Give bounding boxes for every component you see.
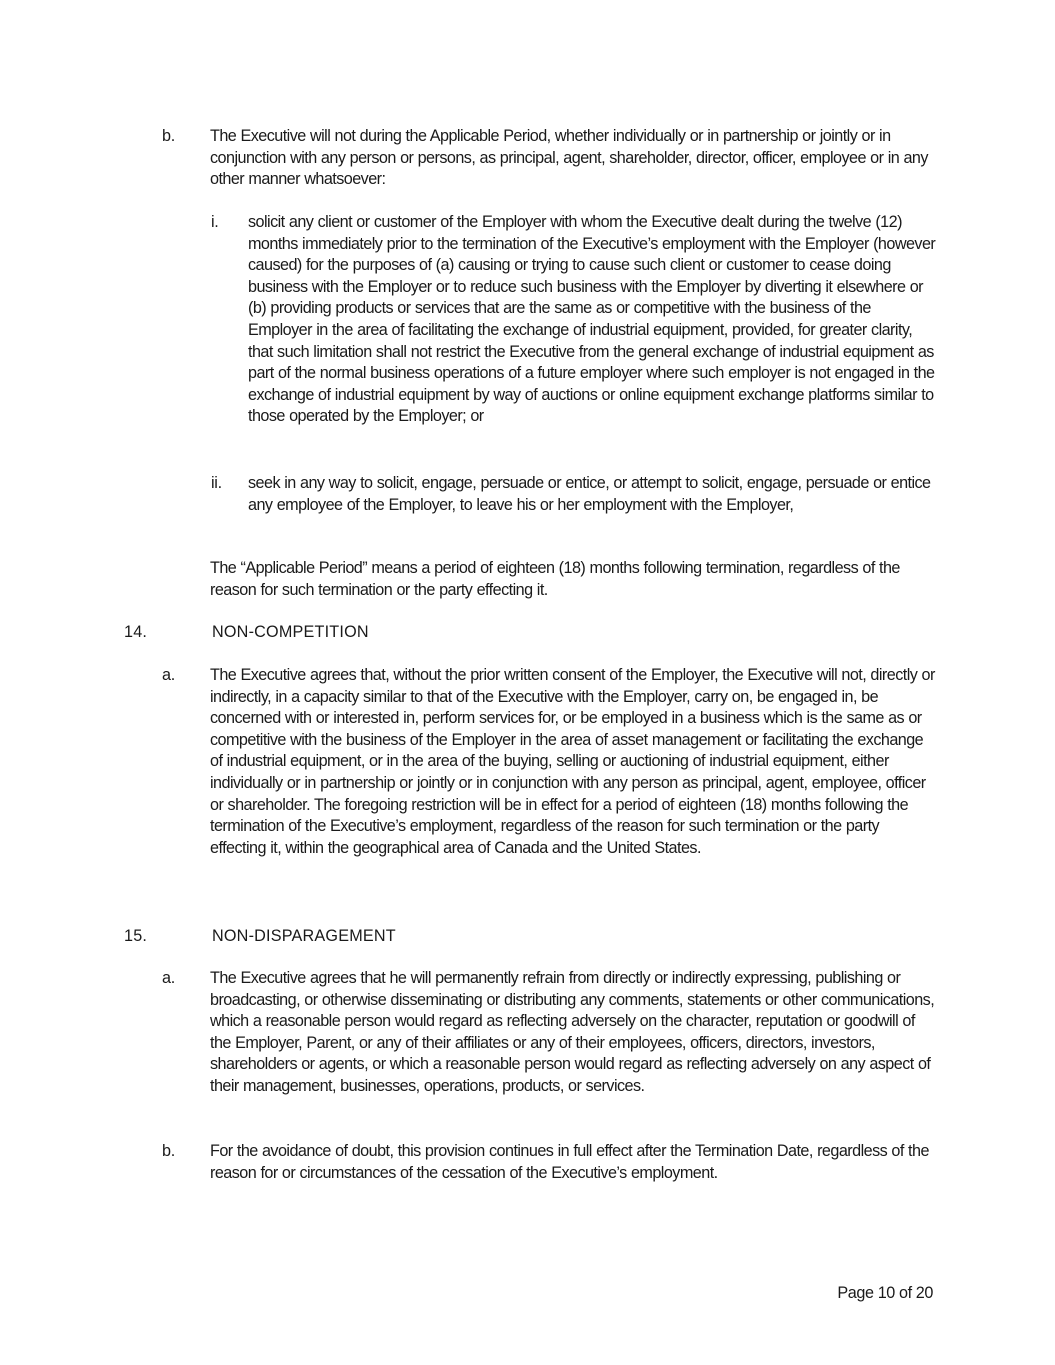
clause-13b-i-marker: i. — [211, 213, 219, 231]
clause-15-number: 15. — [124, 927, 148, 945]
clause-14-title: NON-COMPETITION — [212, 623, 369, 641]
clause-15-title: NON-DISPARAGEMENT — [212, 927, 396, 945]
page-number: Page 10 of 20 — [837, 1284, 933, 1302]
clause-13b-ii-marker: ii. — [211, 474, 222, 492]
clause-13b-text: The Executive will not during the Applicable Period, whether individually or in partnership or jointly or in conjunction with any person or persons, as principal, agent, shareholder, director, officer, employee or in any other manner whatsoever: — [210, 127, 928, 189]
clause-15b-text: For the avoidance of doubt, this provision continues in full effect after the Termination Date, regardless of the reason for or circumstances of the cessation of the Executive’s employment. — [210, 1142, 929, 1182]
clause-15a-marker: a. — [162, 969, 175, 987]
clause-14-number: 14. — [124, 623, 148, 641]
clause-13b-ii-text: seek in any way to solicit, engage, persuade or entice, or attempt to solicit, engage, persuade or entice any employee of the Employer, to leave his or her employment with the Employer, — [248, 474, 931, 514]
applicable-period-definition: The “Applicable Period” means a period of eighteen (18) months following termination, regardless of the reason for such termination or the party effecting it. — [210, 559, 900, 599]
clause-13b-i-text: solicit any client or customer of the Employer with whom the Executive dealt during the twelve (12) months immediately prior to the termination of the Executive’s employment with the Employer (however caused) for the purposes of (a) causing or trying to cause such client or customer to cease doing business with the Employer or to reduce such business with the Employer by diverting it elsewhere or (b) providing products or services that are the same as or competitive with the business of the Employer in the area of facilitating the exchange of industrial equipment, provided, for greater clarity, that such limitation shall not restrict the Executive from the general exchange of industrial equipment as part of the normal business operations of a future employer where such employer is not engaged in the exchange of industrial equipment by way of auctions or online equipment exchange platforms similar to those operated by the Employer; or — [248, 213, 936, 426]
clause-15a-text: The Executive agrees that he will permanently refrain from directly or indirectly expressing, publishing or broadcasting, or otherwise disseminating or distributing any comments, statements or other communications, which a reasonable person would regard as reflecting adversely on the character, reputation or goodwill of the Employer, Parent, or any of their affiliates or any of their employees, officers, directors, investors, shareholders or agents, or which a reasonable person would regard as reflecting adversely on any aspect of their management, businesses, operations, products, or services. — [210, 969, 935, 1095]
clause-15b-marker: b. — [162, 1142, 175, 1160]
clause-14a-text: The Executive agrees that, without the prior written consent of the Employer, the Executive will not, directly or indirectly, in a capacity similar to that of the Executive with the Employer, carry on, be engaged in, be concerned with or interested in, perform services for, or be employed in a business which is the same as or competitive with the business of the Employer in the area of asset management or facilitating the exchange of industrial equipment, or in the area of the buying, selling or auctioning of industrial equipment, either individually or in partnership or jointly or in conjunction with any person as principal, agent, employee, officer or shareholder. The foregoing restriction will be in effect for a period of eighteen (18) months following the termination of the Executive’s employment, regardless of the reason for such termination or the party effecting it, within the geographical area of Canada and the United States. — [210, 666, 935, 857]
clause-14a-marker: a. — [162, 666, 175, 684]
clause-13b-marker: b. — [162, 127, 175, 145]
